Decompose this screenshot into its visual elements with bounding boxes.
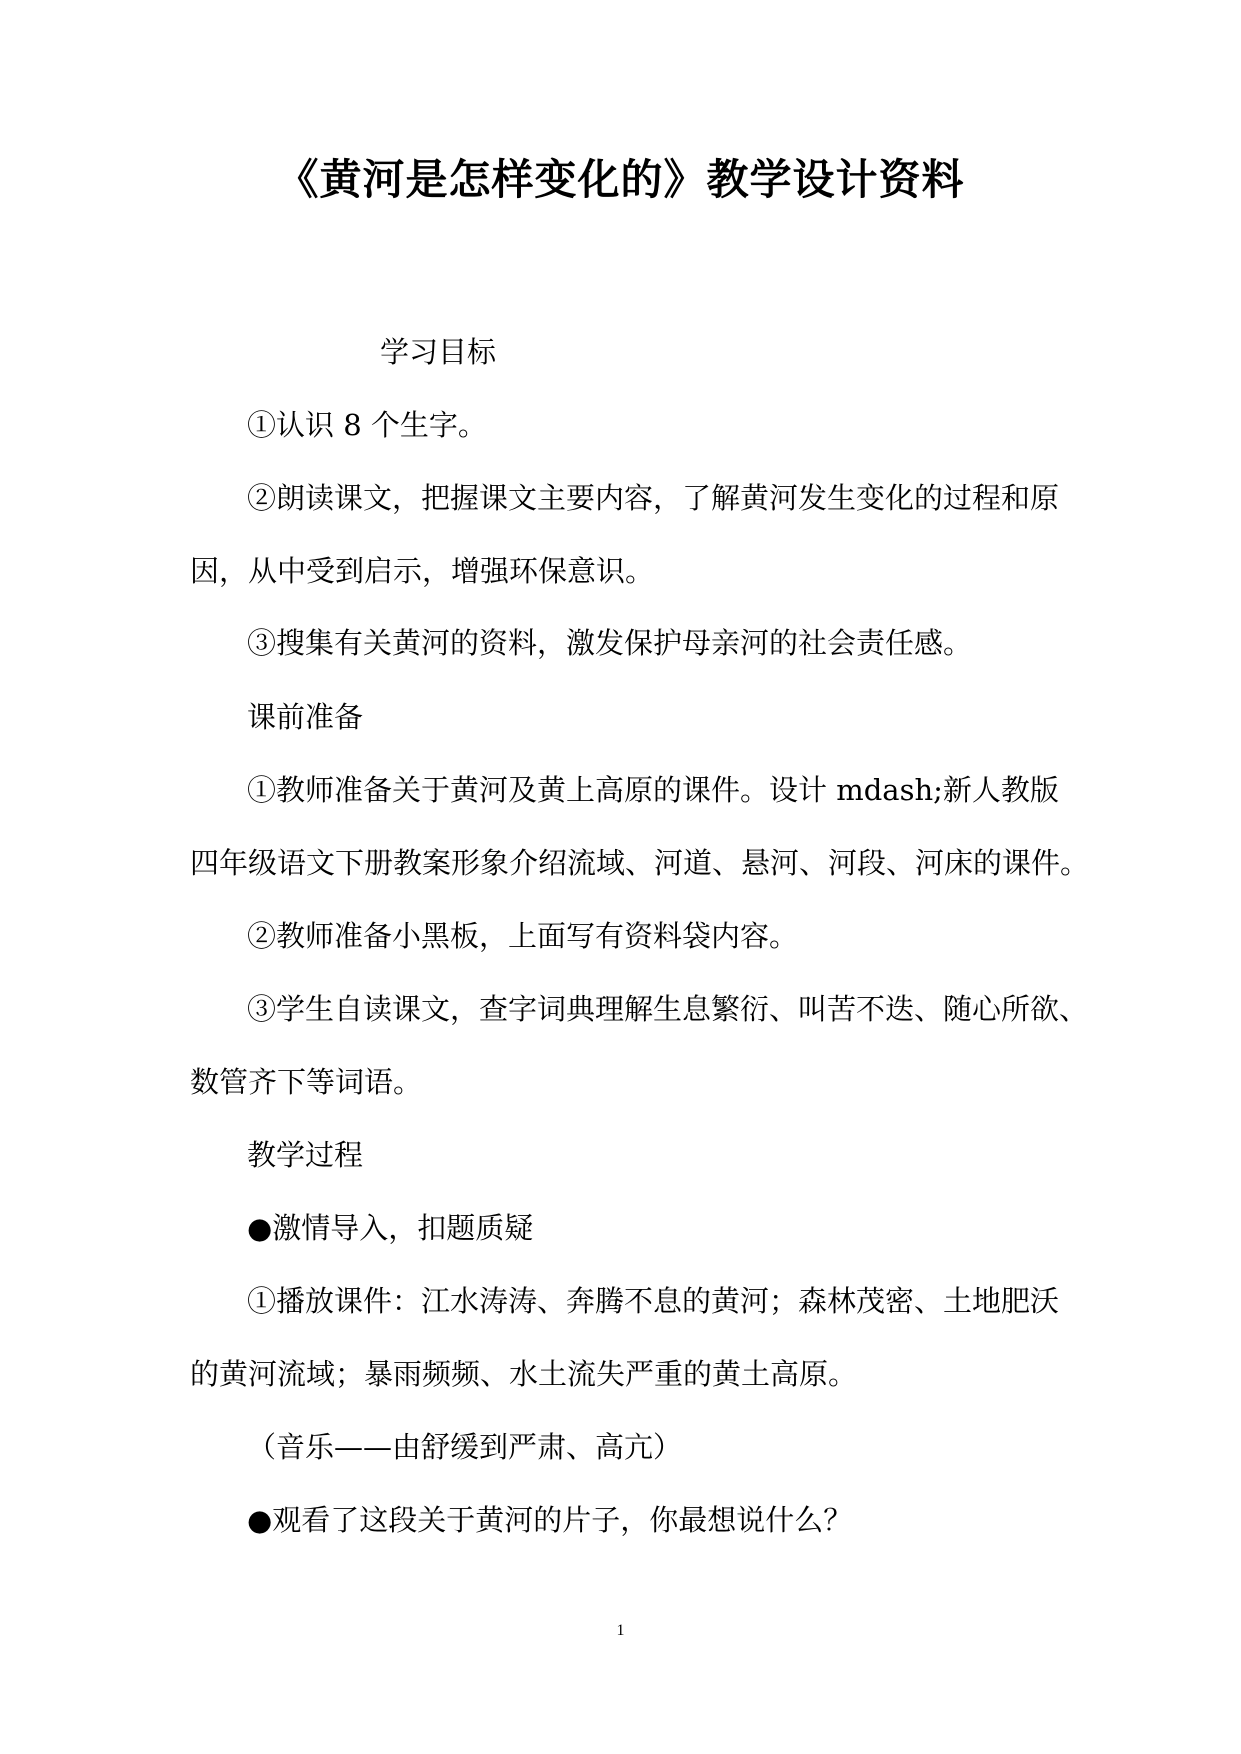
paragraph-line: 数管齐下等词语。 [190, 1065, 423, 1099]
paragraph-line: ③搜集有关黄河的资料，激发保护母亲河的社会责任感。 [247, 626, 973, 660]
paragraph-line: 因，从中受到启示，增强环保意识。 [190, 554, 655, 588]
paragraph-line: ①教师准备关于黄河及黄上高原的课件。设计 mdash;新人教版 [247, 773, 1059, 807]
paragraph-line: ②教师准备小黑板，上面写有资料袋内容。 [247, 919, 799, 953]
page-number: 1 [616, 1622, 625, 1639]
paragraph-line: 的黄河流域；暴雨频频、水土流失严重的黄土高原。 [190, 1357, 858, 1391]
bullet-heading: ●激情导入，扣题质疑 [247, 1211, 534, 1245]
section-heading-preparation: 课前准备 [247, 700, 364, 734]
paragraph-line: ③学生自读课文，查字词典理解生息繁衍、叫苦不迭、随心所欲、 [247, 992, 1089, 1026]
paragraph-line: （音乐——由舒缓到严肃、高亢） [247, 1430, 683, 1464]
section-heading-objectives: 学习目标 [380, 335, 497, 369]
bullet-heading: ●观看了这段关于黄河的片子，你最想说什么？ [247, 1503, 853, 1537]
document-title: 《黄河是怎样变化的》教学设计资料 [276, 155, 965, 204]
paragraph-line: 四年级语文下册教案形象介绍流域、河道、悬河、河段、河床的课件。 [190, 846, 1090, 880]
paragraph-line: ②朗读课文，把握课文主要内容，了解黄河发生变化的过程和原 [247, 481, 1060, 515]
section-heading-process: 教学过程 [247, 1138, 364, 1172]
paragraph-line: ①认识 8 个生字。 [247, 408, 487, 442]
paragraph-line: ①播放课件：江水涛涛、奔腾不息的黄河；森林茂密、土地肥沃 [247, 1284, 1060, 1318]
